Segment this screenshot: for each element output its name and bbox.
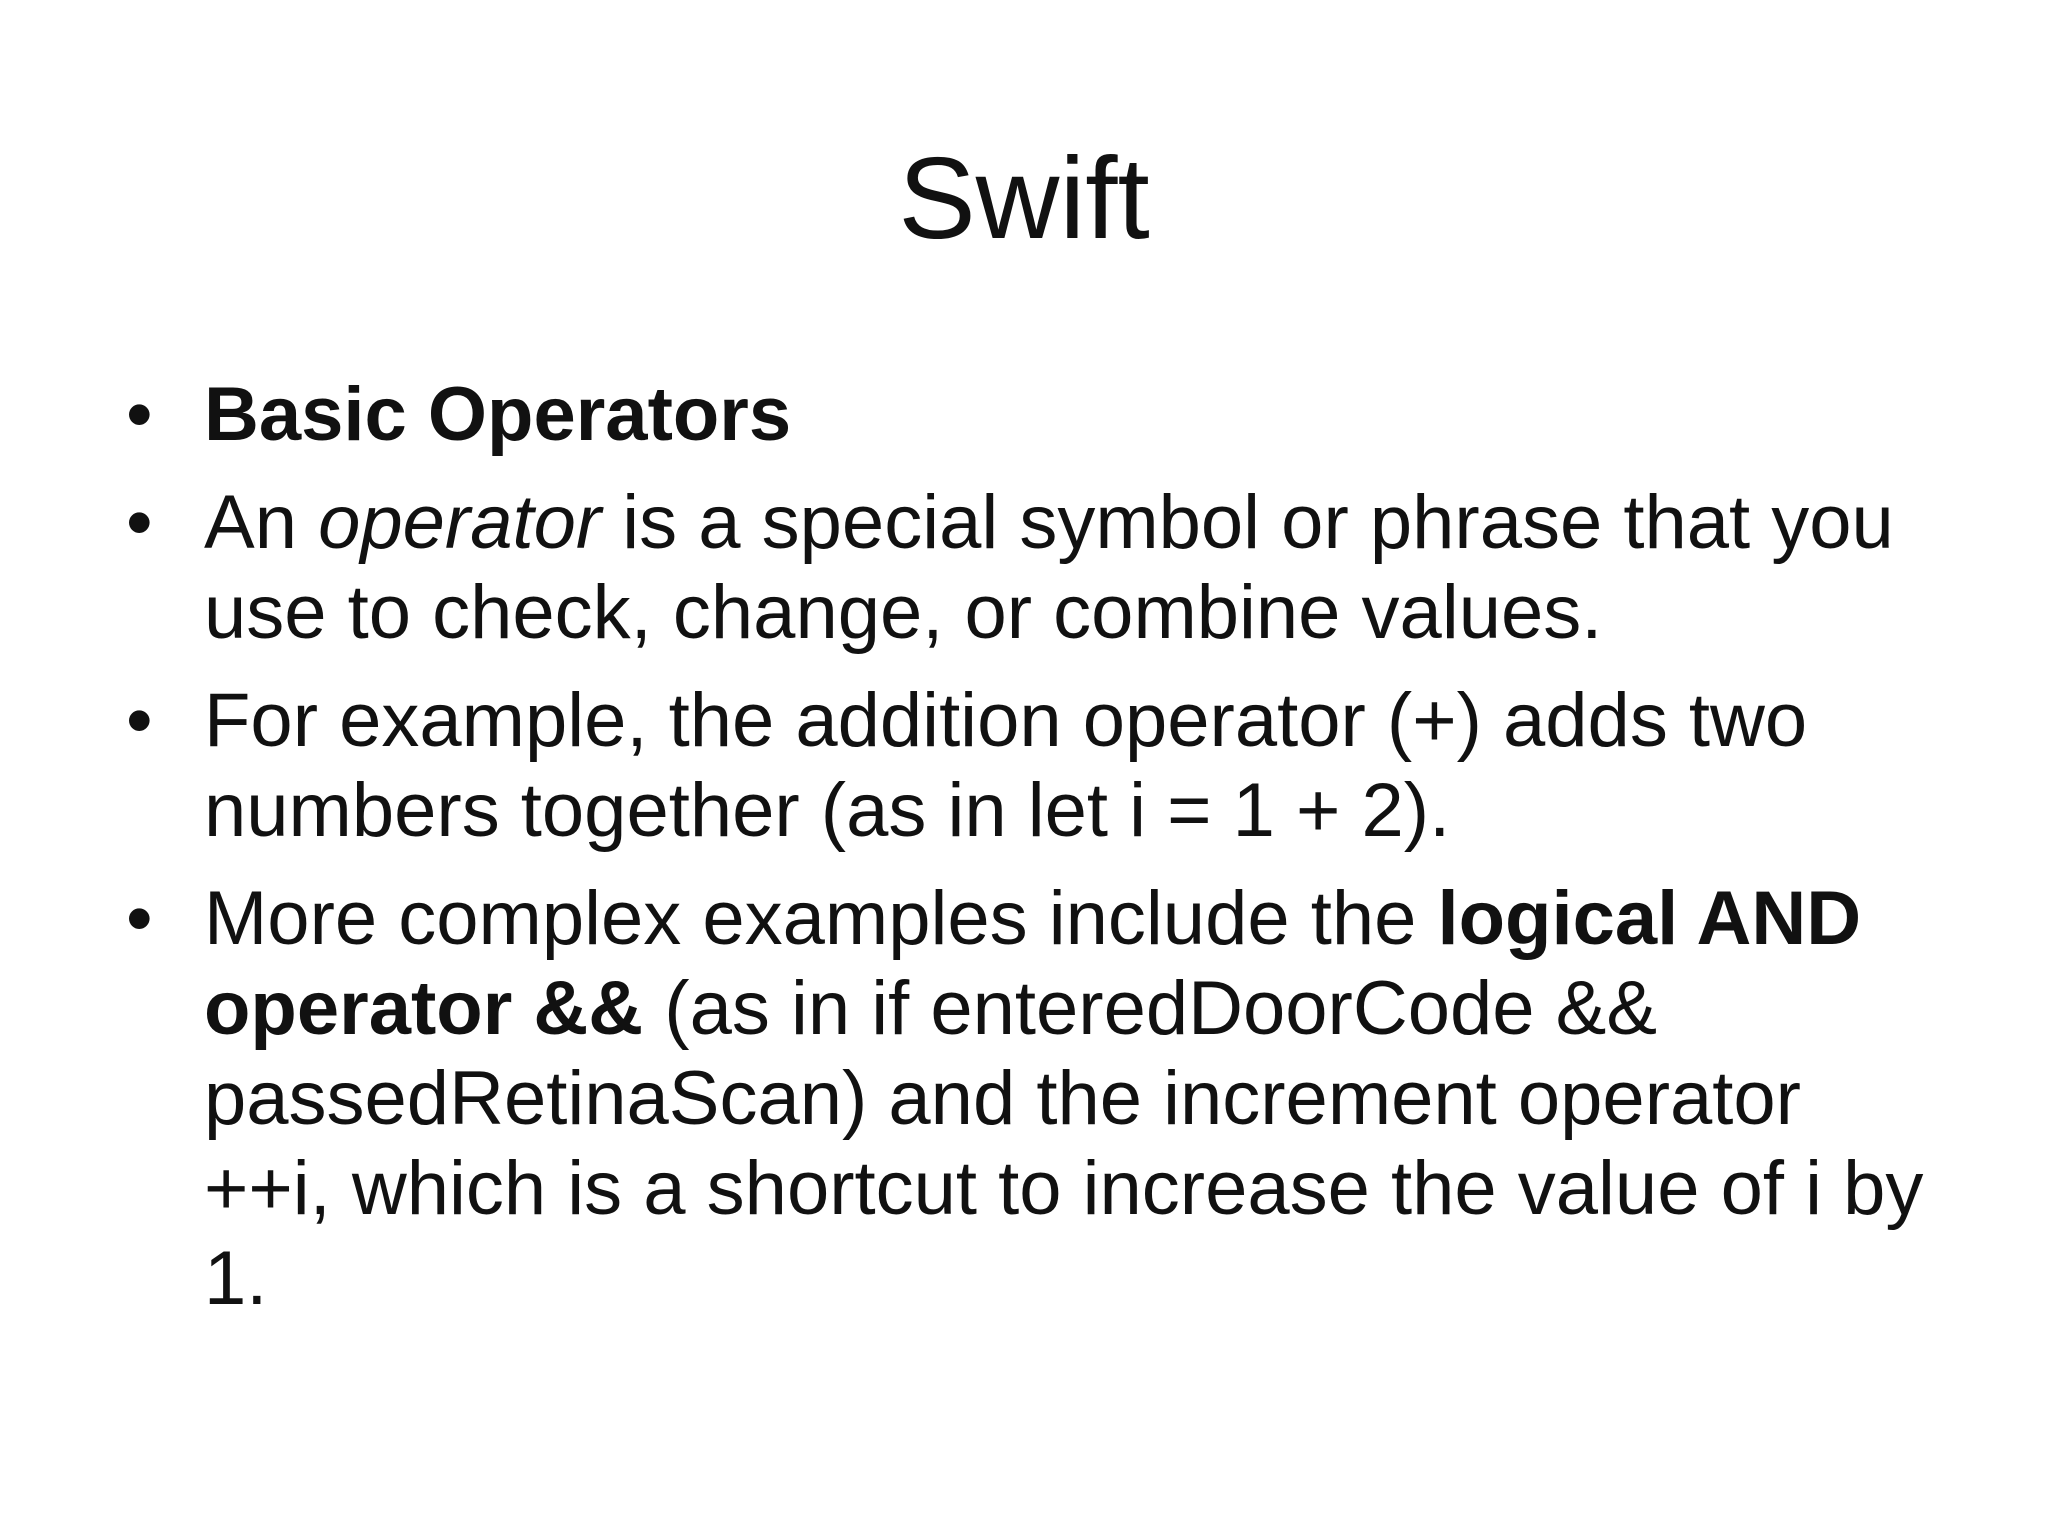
bullet-item <box>126 370 1926 460</box>
bullet-text: More complex examples include the <box>204 876 1438 961</box>
bullet-point-icon: • <box>126 876 153 961</box>
bullet-point-icon: • <box>126 372 153 457</box>
bullet-text-bold: logical AND operator && <box>204 876 1862 1051</box>
bullet-text-bold: Basic Operators <box>204 372 792 457</box>
bullet-text: (as in if enteredDoorCode && passedRetinaScan) and the increment operator ++i, which is a shortcut to increase the value of i by 1. <box>204 966 1924 1321</box>
bullet-list <box>126 370 1926 1342</box>
bullet-item <box>126 676 1926 856</box>
bullet-text: For example, the addition operator (+) adds two numbers together (as in let i = 1 + 2). <box>204 678 1808 853</box>
bullet-point-icon: • <box>126 480 153 565</box>
bullet-item <box>126 478 1926 658</box>
bullet-text: An <box>204 480 319 565</box>
bullet-text: is a special symbol or phrase that you use to check, change, or combine values. <box>204 480 1894 655</box>
bullet-text-italic: operator <box>318 480 602 565</box>
bullet-point-icon: • <box>126 678 153 763</box>
bullet-item <box>126 874 1926 1324</box>
slide-title: Swift <box>898 133 1150 263</box>
